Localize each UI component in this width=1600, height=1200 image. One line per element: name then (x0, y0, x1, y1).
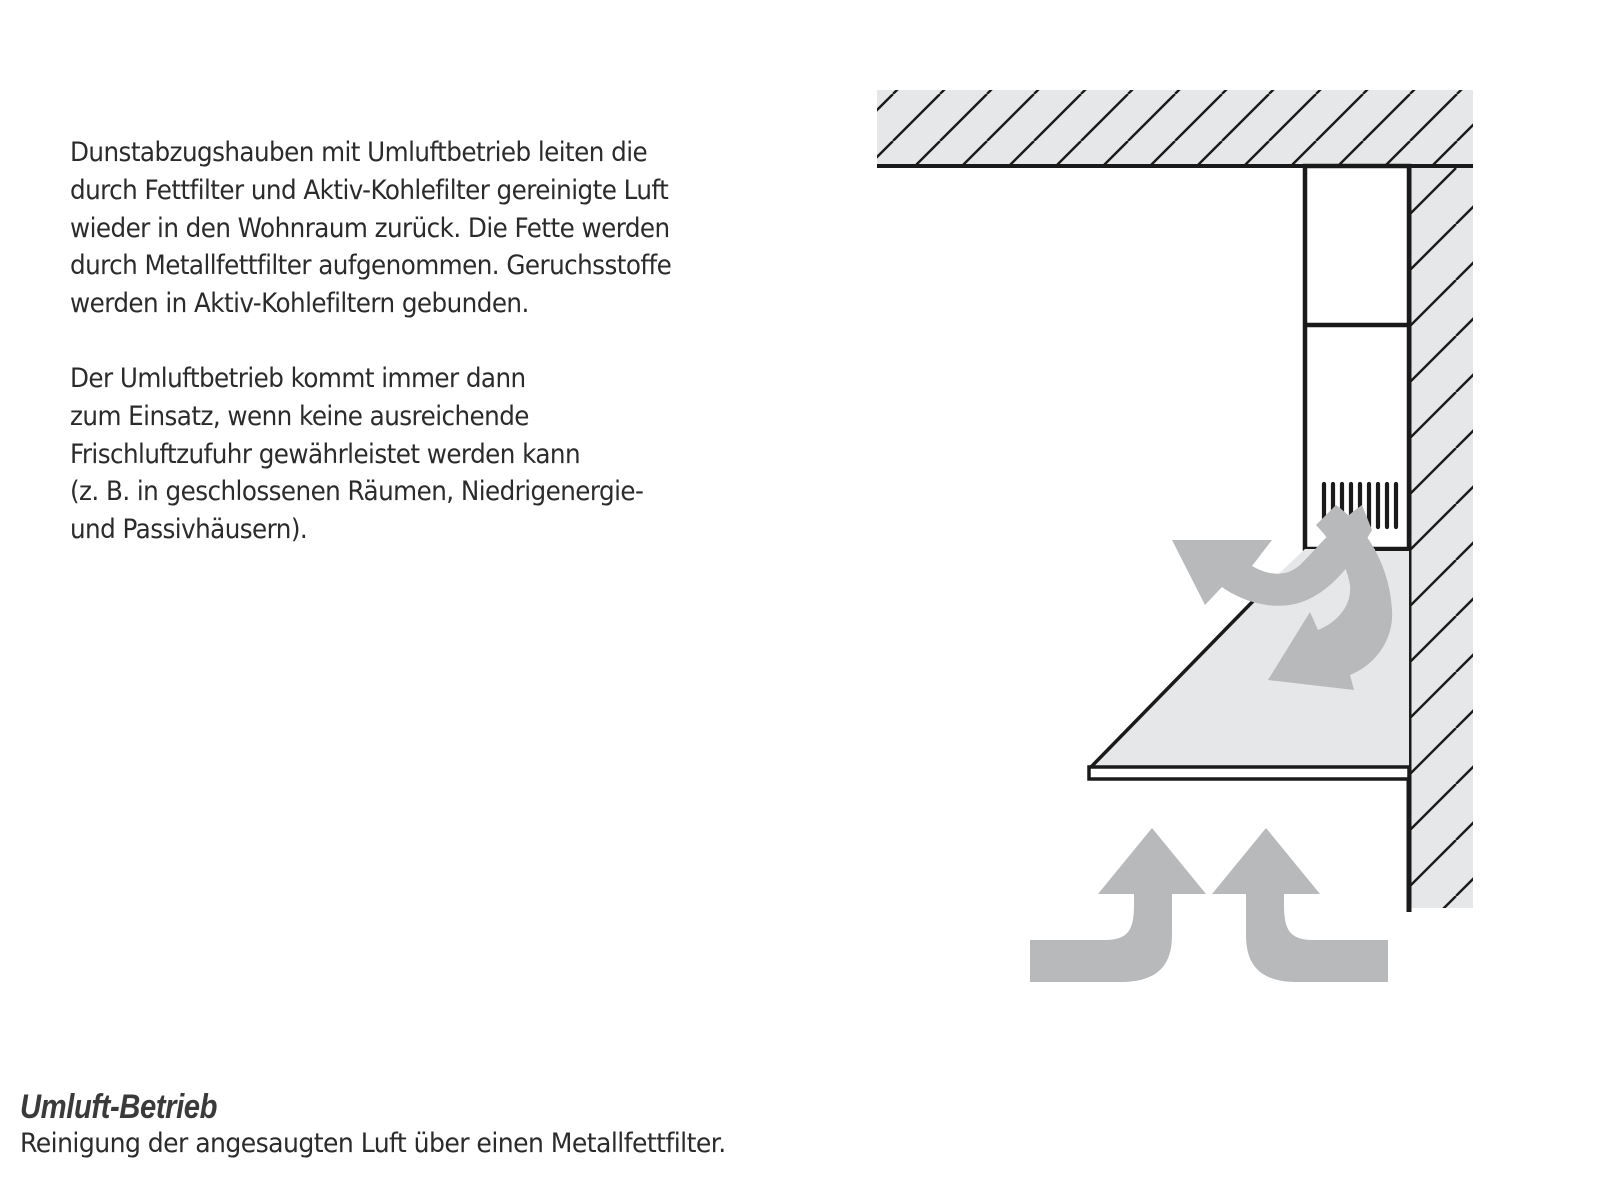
text-line: durch Metallfettfilter aufgenommen. Geruchsstoffe (70, 250, 672, 282)
text-line: (z. B. in geschlossenen Räumen, Niedrigenergie- (70, 476, 644, 508)
chimney-duct (1305, 166, 1409, 549)
text-line: durch Fettfilter und Aktiv-Kohlefilter gereinigte Luft (70, 174, 669, 206)
text-line: werden in Aktiv-Kohlefiltern gebunden. (70, 288, 529, 320)
text-line: Frischluftzufuhr gewährleistet werden kann (70, 438, 581, 470)
caption-title: Umluft-Betrieb (20, 1088, 218, 1126)
text-line: wieder in den Wohnraum zurück. Die Fette werden (70, 212, 670, 244)
intake-arrows (1030, 828, 1388, 982)
text-line: Der Umluftbetrieb kommt immer dann (70, 363, 526, 394)
grease-filter-strip (1089, 767, 1409, 779)
text-line: Dunstabzugshauben mit Umluftbetrieb leiten die (70, 137, 648, 168)
wall-hatched (1409, 166, 1473, 912)
text-line: zum Einsatz, wenn keine ausreichende (70, 400, 529, 432)
ceiling-hatched (877, 90, 1473, 166)
caption-text: Reinigung der angesaugten Luft über einen Metallfettfilter. (20, 1128, 726, 1159)
text-line: und Passivhäusern). (70, 514, 308, 546)
